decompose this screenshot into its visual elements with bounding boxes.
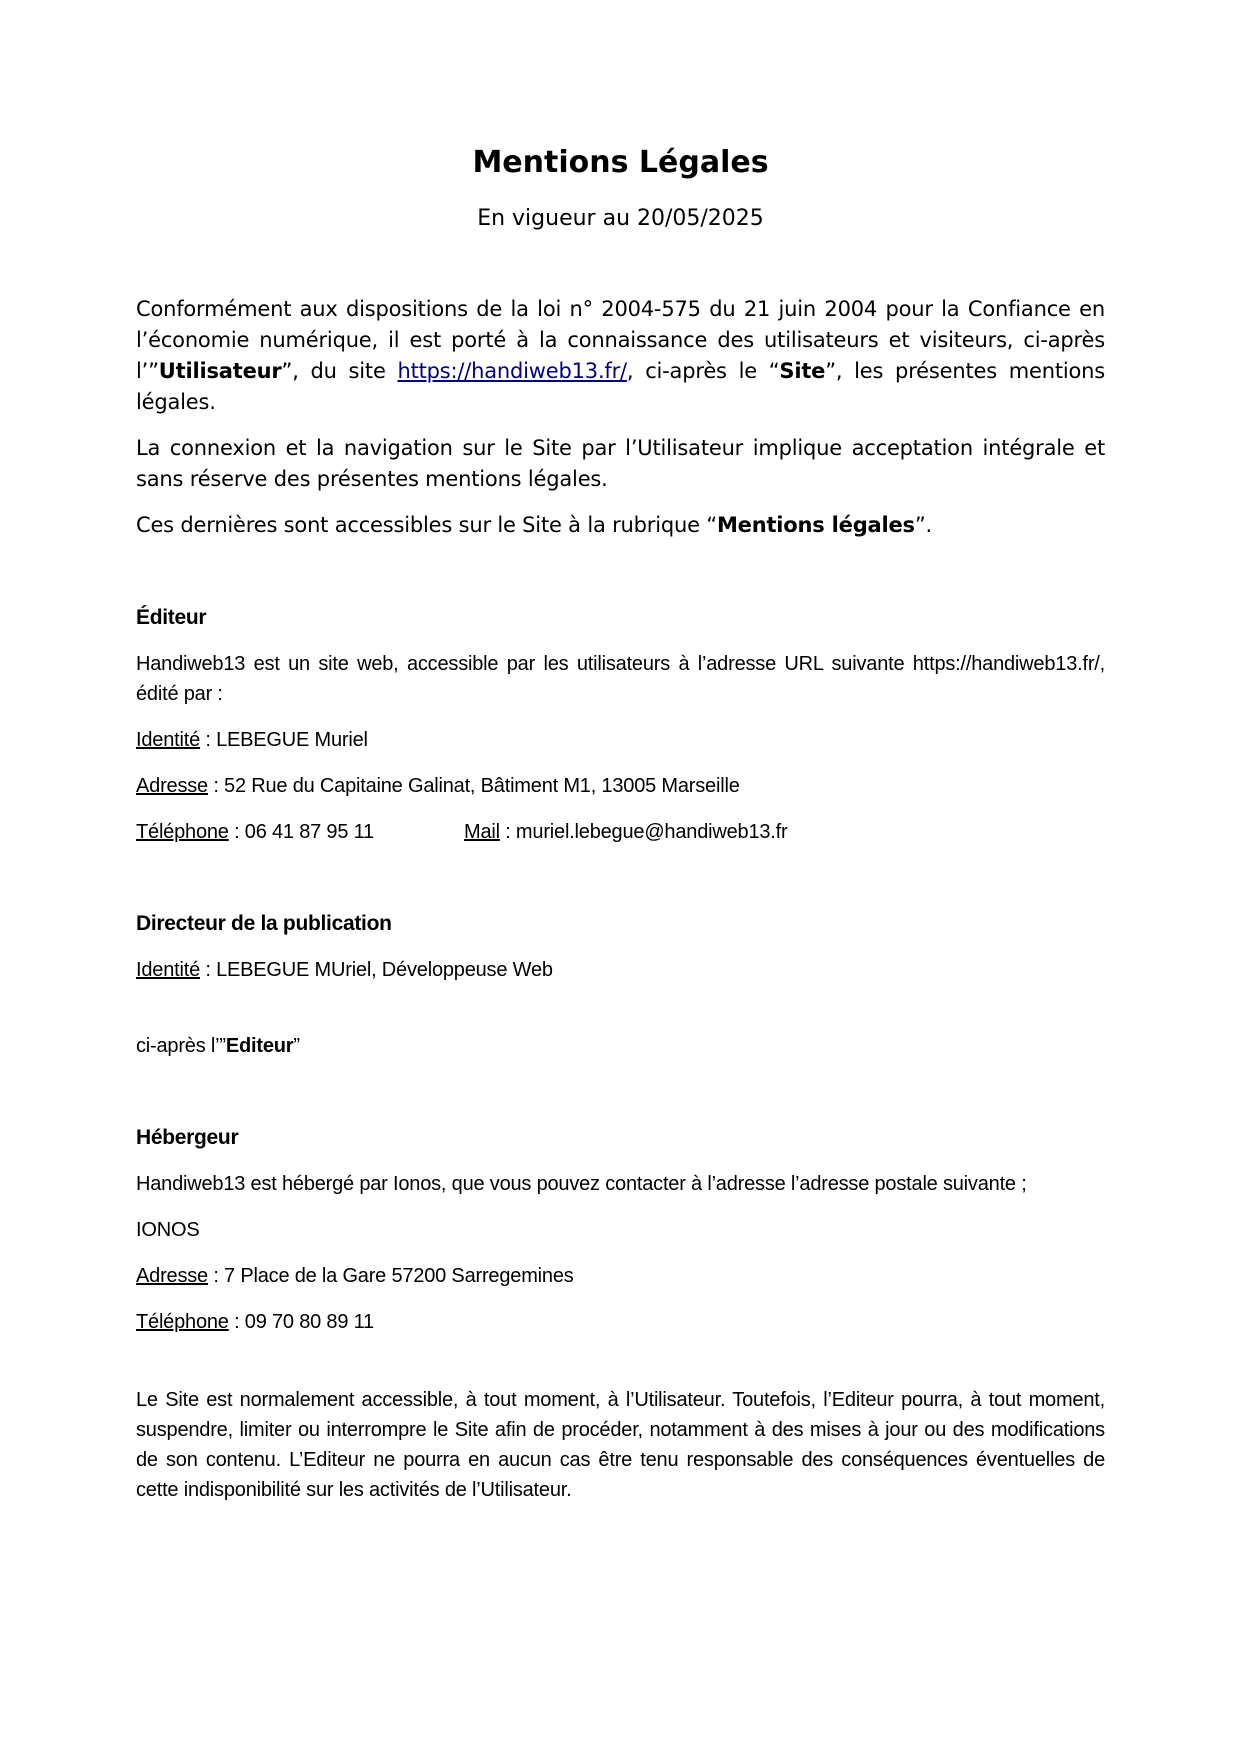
- editor-address-line: [136, 771, 1105, 801]
- editor-alias-line: [136, 1031, 1105, 1061]
- text-run: ”, les présentes mentions légales.: [136, 359, 1105, 414]
- text-run: Adresse: [136, 775, 208, 797]
- text-run: Identité: [136, 729, 201, 751]
- text-run: : muriel.lebegue@handiweb13.fr: [499, 821, 788, 843]
- text-run: Handiweb13 est hébergé par Ionos, que vous pouvez contacter à l’adresse l’adresse postale suivante ;: [136, 1173, 1027, 1195]
- text-run: , ci-après le “: [626, 359, 780, 383]
- section-heading: Hébergeur: [136, 1126, 239, 1149]
- text-run: Conformément aux dispositions de la loi n° 2004-575 du 21 juin 2004 pour la Confiance en l’économie numérique, il est porté à la connaissance des utilisateurs et visiteurs, ci-après l’”: [136, 297, 1105, 383]
- text-run: Site: [779, 359, 826, 383]
- text-run: : LEBEGUE MUriel, Développeuse Web: [200, 959, 553, 981]
- section-heading: Éditeur: [136, 606, 207, 629]
- text-run: Handiweb13 est un site web, accessible par les utilisateurs à l’adresse URL suivante https://handiweb13.fr/, édité par :: [136, 653, 1105, 705]
- text-run: Identité: [136, 959, 201, 981]
- section: [136, 1123, 1105, 1337]
- law-paragraph: [136, 294, 1105, 418]
- text-run: IONOS: [136, 1219, 200, 1241]
- text-run: : 52 Rue du Capitaine Galinat, Bâtiment M1, 13005 Marseille: [207, 775, 740, 797]
- text-run: ci-après l’”: [136, 1035, 226, 1057]
- text-run: Téléphone: [136, 1311, 229, 1333]
- text-run: ”: [293, 1035, 300, 1057]
- intro-paragraphs: [136, 294, 1105, 541]
- editor-phone-mail-line: [136, 817, 1105, 847]
- text-run: Ces dernières sont accessibles sur le Site à la rubrique “: [136, 513, 717, 537]
- document-title: Mentions Légales: [472, 145, 769, 180]
- director-identity-line: [136, 955, 1105, 985]
- text-run: ”.: [914, 513, 933, 537]
- text-run: : LEBEGUE Muriel: [200, 729, 368, 751]
- text-run: Téléphone: [136, 821, 229, 843]
- effective-date: En vigueur au 20/05/2025: [477, 206, 764, 231]
- rubrique-paragraph: [136, 510, 1105, 541]
- text-run: Editeur: [225, 1035, 294, 1057]
- closing-paragraph: Le Site est normalement accessible, à tout moment, à l’Utilisateur. Toutefois, l’Editeur pourra, à tout moment, suspendre, limiter ou interrompre le Site afin de procéder, notamment à des mises à jour ou des modifications de son contenu. L’Editeur ne pourra en aucun cas être tenu responsable des conséquences éventuelles de cette indisponibilité sur les activités de l’Utilisateur.: [136, 1389, 1105, 1501]
- sections: [136, 603, 1105, 1337]
- site-url-link[interactable]: https://handiweb13.fr/: [397, 359, 627, 383]
- editor-intro-paragraph: [136, 649, 1105, 709]
- host-address-line: [136, 1261, 1105, 1291]
- text-run: : 09 70 80 89 11: [228, 1311, 374, 1333]
- host-name-line: [136, 1215, 1105, 1245]
- host-intro-paragraph: [136, 1169, 1105, 1199]
- acceptance-paragraph: [136, 433, 1105, 495]
- text-run: La connexion et la navigation sur le Site par l’Utilisateur implique acceptation intégrale et sans réserve des présentes mentions légales.: [136, 436, 1105, 491]
- text-run: Mail: [463, 821, 500, 843]
- section: [136, 909, 1105, 1061]
- text-run: : 7 Place de la Gare 57200 Sarregemines: [207, 1265, 574, 1287]
- text-run: Mentions légales: [716, 513, 915, 537]
- text-run: ”, du site: [281, 359, 398, 383]
- section: [136, 603, 1105, 847]
- editor-identity-line: [136, 725, 1105, 755]
- text-run: Utilisateur: [158, 359, 282, 383]
- text-run: : 06 41 87 95 11: [228, 821, 374, 843]
- section-heading: Directeur de la publication: [136, 912, 392, 935]
- host-phone-line: [136, 1307, 1105, 1337]
- text-run: Adresse: [136, 1265, 208, 1287]
